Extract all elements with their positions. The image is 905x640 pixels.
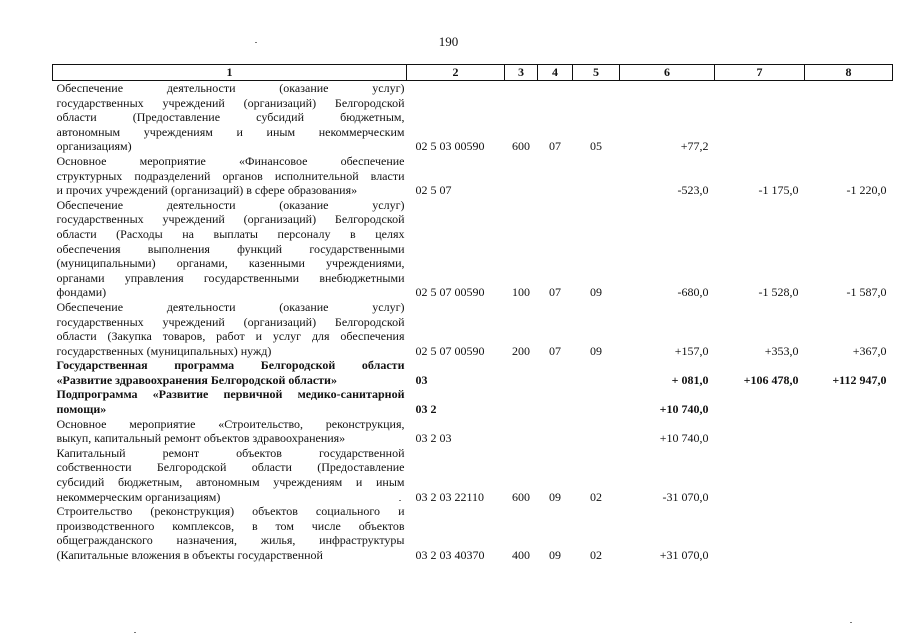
subsection [573,154,620,198]
description-line: структурных подразделений органов исполнительной власти [56,168,405,183]
description-line: субсидий бюджетным, автономным учреждениям и иным [56,475,405,490]
description-line: Основное мероприятие «Строительство, реконструкция, [56,416,405,431]
section: 09 [549,548,561,562]
description-line: выкуп, капитальный ремонт объектов здравоохранения» [56,431,346,446]
description-line: помощи» [56,402,107,417]
section [538,387,573,416]
table-row [53,417,893,446]
expense-type: 600 [512,139,530,154]
budget-code: 02 5 03 00590 [415,139,485,154]
description-line: области (Предоставление субсидий бюджетным, [56,110,405,125]
amount-year-1: -680,0 [677,285,709,300]
amount-year-1: +10 740,0 [659,431,709,446]
section: 07 [549,285,561,300]
scan-mark [255,42,257,43]
description-line: общегражданского назначения, жилья, инфраструктуры [56,533,405,548]
budget-code: 03 2 [415,402,437,417]
amount-year-3: +367,0 [852,343,887,358]
subsection: 09 [590,285,602,300]
description-line: области (Закупка товаров, работ и услуг для обеспечения [56,329,405,344]
expense-type [505,387,538,416]
expense-type: 100 [512,285,530,300]
subsection: 09 [590,343,602,358]
section [538,358,573,387]
description-line: производственного комплексов, в том числе объектов [56,518,405,533]
description-line: «Развитие здравоохранения Белгородской области» [56,372,337,387]
amount-year-3 [805,417,893,446]
table-row [53,198,893,300]
amount-year-3: +112 947,0 [832,372,887,387]
scan-mark [850,622,852,623]
amount-year-1: -523,0 [677,183,709,198]
column-header: 4 [538,65,573,81]
amount-year-2 [715,81,805,154]
section [538,417,573,446]
amount-year-3 [805,446,893,504]
description-line: Строительство (реконструкция) объектов социального и [56,504,405,519]
table-header-row [53,65,893,81]
description-line: фондами) [56,285,107,300]
amount-year-2: -1 528,0 [758,285,799,300]
row-description [53,300,407,358]
description-line: государственных учреждений (организаций) Белгородской [56,212,405,227]
description-line: государственных (муниципальных) нужд) [56,343,272,358]
description-line: Государственная программа Белгородской области [56,358,405,373]
scan-mark [134,632,136,633]
description-line: Обеспечение деятельности (оказание услуг) [56,299,405,314]
section: 07 [549,343,561,358]
amount-year-2: +353,0 [764,343,799,358]
description-line: автономным учреждениям и иным некоммерческим [56,124,405,139]
amount-year-1: +31 070,0 [659,548,709,562]
budget-code: 03 2 03 22110 [415,489,485,504]
section: 07 [549,139,561,154]
amount-year-2: -1 175,0 [758,183,799,198]
description-line: обеспечения выполнения функций государственными [56,241,405,256]
row-description [53,154,407,198]
row-description [53,81,407,154]
amount-year-1: +157,0 [674,343,709,358]
budget-code: 02 5 07 00590 [415,343,485,358]
budget-code: 03 [415,372,428,387]
description-line: области (Расходы на выплаты персоналу в целях [56,226,405,241]
amount-year-2 [715,417,805,446]
amount-year-2: +106 478,0 [743,372,799,387]
description-line: органами управления государственными внебюджетными [56,270,405,285]
amount-year-2 [715,446,805,504]
table-row [53,154,893,198]
description-line: собственности Белгородской области (Предоставление [56,460,405,475]
subsection: 05 [590,139,602,154]
expense-type [505,358,538,387]
description-line: Подпрограмма «Развитие первичной медико-санитарной [56,387,405,402]
expense-type: 200 [512,343,530,358]
column-header: 7 [715,65,805,81]
description-line: Обеспечение деятельности (оказание услуг) [56,81,405,95]
description-line: некоммерческим организациям) [56,489,221,504]
column-header: 3 [505,65,538,81]
row-description [53,198,407,300]
description-line: государственных учреждений (организаций) Белгородской [56,314,405,329]
expense-type: 400 [512,548,530,562]
table-row [53,446,893,504]
table-row [53,358,893,387]
description-line: (муниципальными) органами, казенными учреждениями, [56,256,405,271]
expense-type [505,154,538,198]
row-description [53,358,407,387]
table-row [53,387,893,416]
subsection [573,387,620,416]
section [538,154,573,198]
amount-year-3 [805,81,893,154]
column-header: 6 [620,65,715,81]
amount-year-3 [805,387,893,416]
row-description [53,417,407,446]
description-line: (Капитальные вложения в объекты государственной [56,548,323,562]
description-line: организациям) [56,139,132,154]
table-row [53,504,893,562]
description-line: Обеспечение деятельности (оказание услуг) [56,197,405,212]
amount-year-1: + 081,0 [671,372,709,387]
budget-code: 03 2 03 [415,431,452,446]
row-description [53,387,407,416]
amount-year-1: -31 070,0 [662,489,709,504]
amount-year-3: -1 220,0 [846,183,887,198]
section: 09 [549,489,561,504]
budget-code: 02 5 07 00590 [415,285,485,300]
subsection: 02 [590,489,602,504]
description-line: Капитальный ремонт объектов государственной [56,445,405,460]
expense-type: 600 [512,489,530,504]
table-row [53,300,893,358]
amount-year-3 [805,504,893,562]
expense-type [505,417,538,446]
table-row [53,81,893,154]
subsection [573,358,620,387]
column-header: 1 [53,65,407,81]
amount-year-2 [715,387,805,416]
page-number: 190 [438,34,459,49]
description-line: государственных учреждений (организаций) Белгородской [56,95,405,110]
description-line: Основное мероприятие «Финансовое обеспечение [56,153,405,168]
column-header: 2 [407,65,505,81]
amount-year-3: -1 587,0 [846,285,887,300]
amount-year-1: +77,2 [680,139,709,154]
column-header: 5 [573,65,620,81]
budget-code: 03 2 03 40370 [415,548,485,562]
subsection [573,417,620,446]
subsection: 02 [590,548,602,562]
row-description [53,446,407,504]
amount-year-1: +10 740,0 [659,402,709,417]
budget-code: 02 5 07 [415,183,452,198]
column-header: 8 [805,65,893,81]
amount-year-2 [715,504,805,562]
budget-table [52,64,893,563]
row-description [53,504,407,562]
description-line: и прочих учреждений (организаций) в сфере образования» [56,183,358,198]
